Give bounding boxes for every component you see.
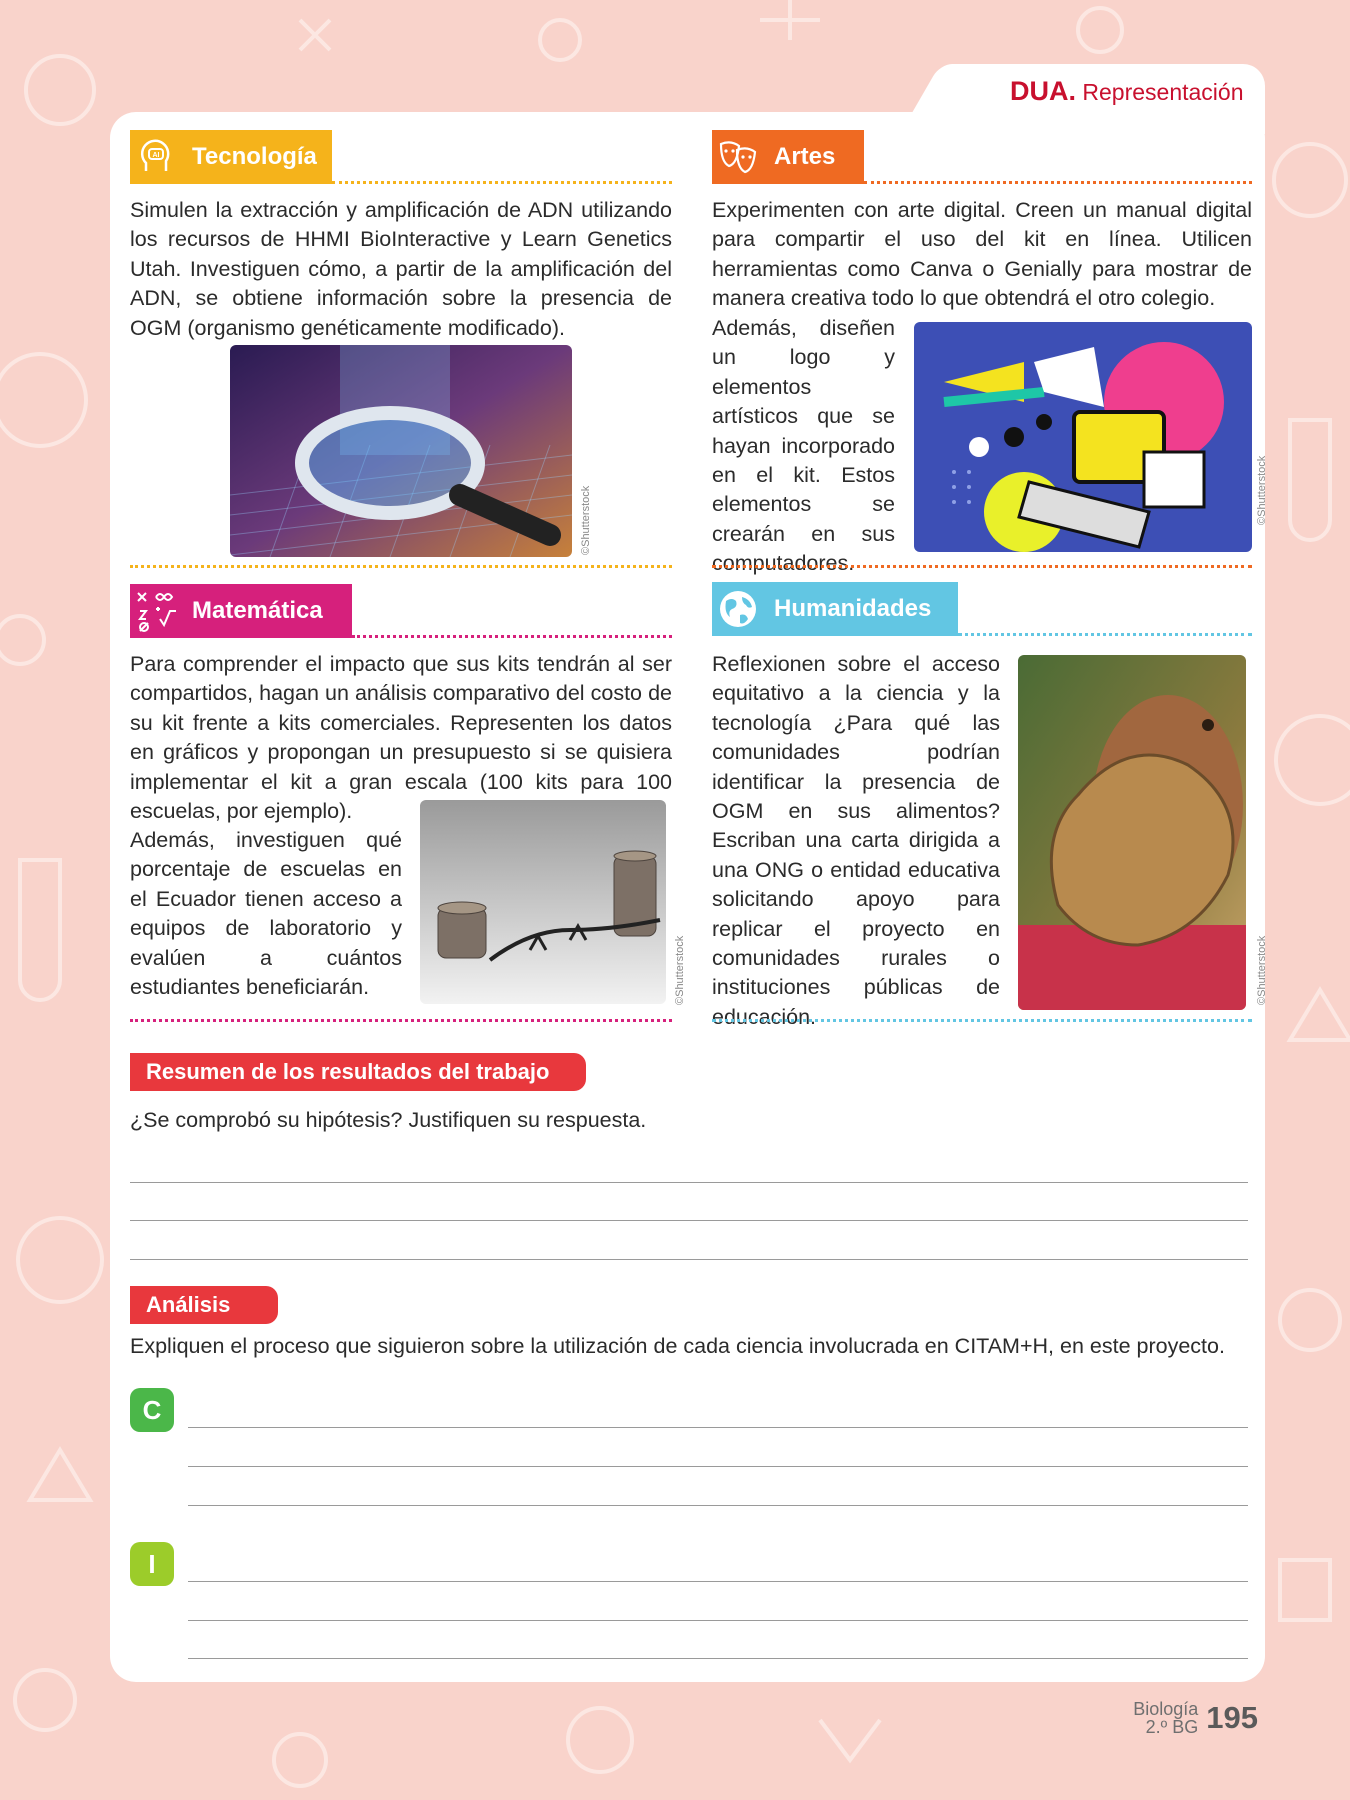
dua-label: DUA. xyxy=(1010,76,1076,106)
resumen-question: ¿Se comprobó su hipótesis? Justifiquen su respuesta. xyxy=(130,1108,647,1132)
footer-grade: 2.º BG xyxy=(1145,1717,1199,1737)
humanidades-bottom-divider xyxy=(712,1019,1252,1022)
humanidades-text: Reflexionen sobre el acceso equitativo a la ciencia y la tecnología ¿Para qué las comunidades podrían identificar la presencia de OGM en sus alimentos? Escriban una carta dirigida a una ONG o entidad educativa solicitando apoyo para replicar el proyecto en comunidades rurales o instituciones públicas de educación. xyxy=(712,652,1000,1029)
matematica-divider xyxy=(352,635,672,638)
artes-bottom-divider xyxy=(712,565,1252,568)
man-drinking-photo xyxy=(1018,655,1246,1010)
digital-art-megaphone-photo xyxy=(914,322,1252,552)
ai-head-icon xyxy=(130,130,182,184)
analisis-title: Análisis xyxy=(130,1286,278,1324)
matematica-text-top: Para comprender el impacto que sus kits tendrán al ser compartidos, hagan un análisis comparativo del costo de su kit frente a kits comerciales. Representen los datos en gráficos y propongan un presupuesto si se quisiera implementar el kit a gran escala (100 kits para 100 escuelas, por ejemplo). xyxy=(130,652,672,824)
footer-subject: Biología xyxy=(1133,1699,1199,1719)
coin-stacks-photo xyxy=(420,800,666,1004)
humanidades-header xyxy=(712,582,958,636)
math-symbols-icon xyxy=(130,584,182,638)
footer-book xyxy=(1133,1700,1198,1736)
analisis-c-line-3[interactable] xyxy=(188,1505,1248,1506)
matematica-header xyxy=(130,584,352,638)
artes-text-side: Además, diseñen un logo y elementos artísticos que se hayan incorporado en el kit. Estos elementos se crearán en sus computadores. xyxy=(712,316,895,576)
dua-subtitle: Representación xyxy=(1082,79,1244,105)
artes-header xyxy=(712,130,864,184)
globe-icon xyxy=(712,582,764,636)
humanidades-photo-credit: ©Shutterstock xyxy=(1256,935,1268,1005)
humanidades-divider xyxy=(958,633,1252,636)
analisis-i-line-2[interactable] xyxy=(188,1620,1248,1621)
analisis-i-line-1[interactable] xyxy=(188,1581,1248,1582)
analisis-prompt: Expliquen el proceso que siguieron sobre la utilización de cada ciencia involucrada en CITAM+H, en este proyecto. xyxy=(130,1334,1225,1358)
tecnologia-text: Simulen la extracción y amplificación de ADN utilizando los recursos de HHMI BioInteractive y Learn Genetics Utah. Investiguen cómo, a partir de la amplificación del ADN, se obtiene información sobre la presencia de OGM (organismo genéticamente modificado). xyxy=(130,198,672,340)
matematica-bottom-divider xyxy=(130,1019,672,1022)
matematica-text-side: Además, investiguen qué porcentaje de escuelas en el Ecuador tienen acceso a equipos de laboratorio y evalúen a cuántos estudiantes beneficiarán. xyxy=(130,828,402,1000)
resumen-answer-line-1[interactable] xyxy=(130,1182,1248,1183)
svg-text:AI: AI xyxy=(152,152,160,159)
tecnologia-photo-credit: ©Shutterstock xyxy=(580,485,592,555)
theater-masks-icon xyxy=(712,130,764,184)
analisis-i-line-3[interactable] xyxy=(188,1658,1248,1659)
tecnologia-divider xyxy=(332,181,672,184)
artes-divider xyxy=(864,181,1252,184)
matematica-photo-credit: ©Shutterstock xyxy=(674,935,686,1005)
resumen-answer-line-2[interactable] xyxy=(130,1220,1248,1221)
badge-c: C xyxy=(130,1388,174,1432)
analisis-c-line-1[interactable] xyxy=(188,1427,1248,1428)
dua-header xyxy=(1010,76,1244,107)
artes-text-top: Experimenten con arte digital. Creen un manual digital para compartir el uso del kit en línea. Utilicen herramientas como Canva o Genially para mostrar de manera creativa todo lo que obtendrá el otro colegio. xyxy=(712,198,1252,311)
resumen-title: Resumen de los resultados del trabajo xyxy=(130,1053,586,1091)
resumen-answer-line-3[interactable] xyxy=(130,1259,1248,1260)
artes-photo-credit: ©Shutterstock xyxy=(1256,455,1268,525)
artes-title: Artes xyxy=(774,143,836,170)
analisis-c-line-2[interactable] xyxy=(188,1466,1248,1467)
tecnologia-title: Tecnología xyxy=(192,143,317,170)
tecnologia-bottom-divider xyxy=(130,565,672,568)
magnifier-dna-photo xyxy=(230,345,572,557)
page-footer xyxy=(1133,1700,1258,1736)
humanidades-title: Humanidades xyxy=(774,595,932,622)
badge-i: I xyxy=(130,1542,174,1586)
tecnologia-header xyxy=(130,130,332,184)
page-number: 195 xyxy=(1206,1700,1258,1735)
matematica-title: Matemática xyxy=(192,597,323,624)
